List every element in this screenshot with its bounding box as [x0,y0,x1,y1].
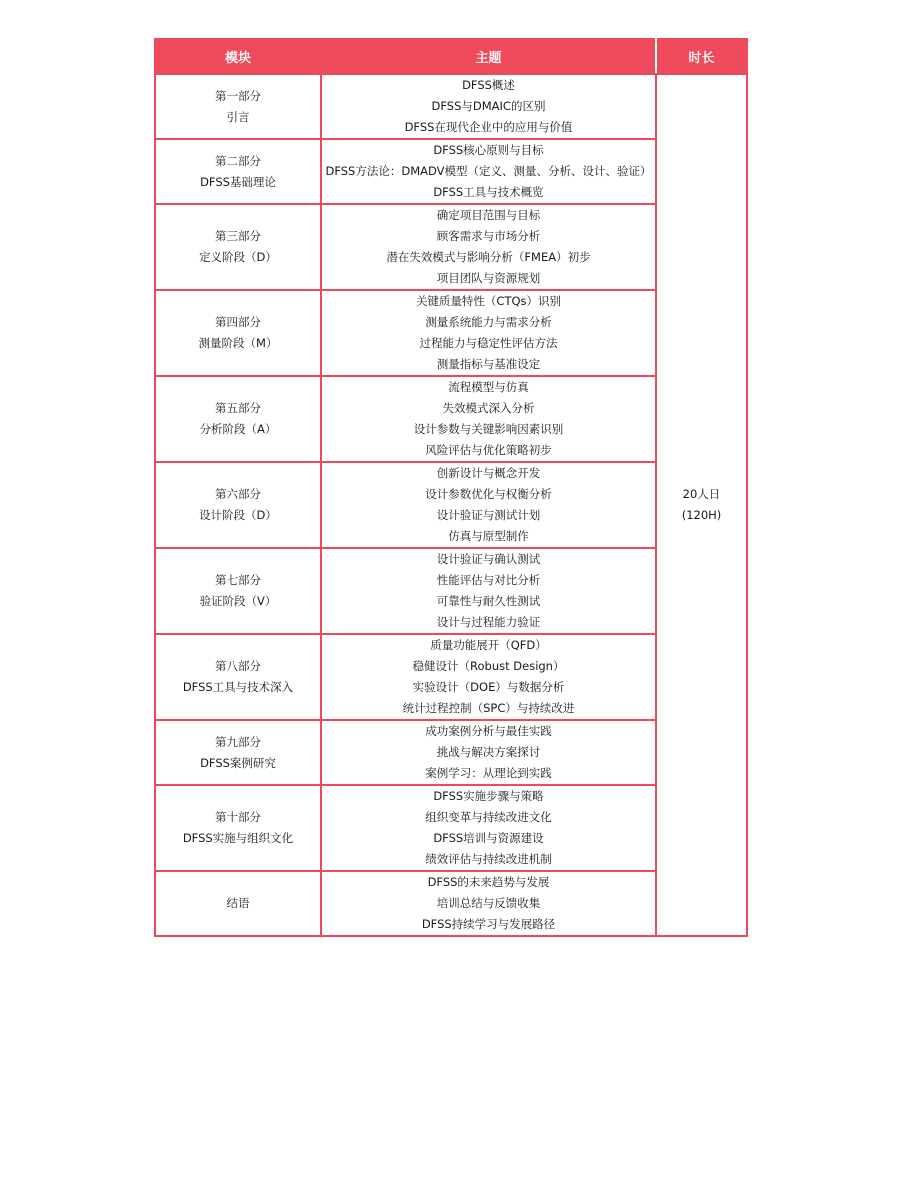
module-name: DFSS工具与技术深入 [182,680,294,694]
topic-item: 设计与过程能力验证 [436,615,541,629]
topic-item: DFSS概述 [462,78,515,92]
topic-item: 质量功能展开（QFD） [430,638,547,652]
module-cell [155,871,321,936]
topic-item: 挑战与解决方案探讨 [436,745,541,759]
module-name: 验证阶段（V） [199,594,277,608]
module-name: 设计阶段（D） [199,508,277,522]
topic-cell [321,548,656,634]
module-cell [155,290,321,376]
topic-item: DFSS持续学习与发展路径 [421,917,556,931]
topic-item: 顾客需求与市场分析 [436,229,541,243]
module-part: 第五部分 [215,401,261,415]
course-outline-table [154,38,748,937]
module-cell [155,139,321,204]
topic-item: DFSS的未来趋势与发展 [427,875,550,889]
topic-item: DFSS培训与资源建设 [433,831,544,845]
module-part: 第三部分 [215,229,261,243]
topic-item: 统计过程控制（SPC）与持续改进 [402,701,575,715]
module-name: DFSS基础理论 [200,174,276,189]
topic-item: 成功案例分析与最佳实践 [425,724,552,738]
header-duration: 时长 [656,39,747,74]
module-part: 第七部分 [215,573,261,587]
module-part: 第四部分 [215,315,261,329]
topic-item: 稳健设计（Robust Design） [412,659,565,673]
module-part: 第十部分 [215,810,261,824]
header-module: 模块 [155,39,321,74]
topic-item: 案例学习：从理论到实践 [425,766,552,780]
module-cell [155,376,321,462]
topic-item: 项目团队与资源规划 [436,271,541,285]
module-part: 第一部分 [215,88,261,103]
topic-item: 测量指标与基准设定 [436,357,541,371]
module-name: 定义阶段（D） [199,250,277,264]
module-name: 测量阶段（M） [198,336,278,350]
topic-cell [321,462,656,548]
module-cell [155,548,321,634]
topic-item: 确定项目范围与目标 [436,208,541,222]
module-cell [155,785,321,871]
topic-cell [321,871,656,936]
module-part: 第九部分 [215,734,261,749]
module-name: DFSS实施与组织文化 [182,831,294,845]
topic-item: 设计验证与确认测试 [436,552,541,566]
table-row [155,74,747,139]
topic-item: 绩效评估与持续改进机制 [425,852,552,866]
header-topic: 主题 [321,39,656,74]
topic-item: DFSS工具与技术概览 [433,185,544,199]
topic-item: 失效模式深入分析 [442,401,535,415]
topic-item: 过程能力与稳定性评估方法 [419,336,558,350]
topic-item: DFSS核心原则与目标 [433,143,544,157]
module-cell [155,74,321,139]
module-part: 第八部分 [215,659,261,673]
topic-item: DFSS与DMAIC的区别 [431,99,546,113]
module-part: 第六部分 [215,487,261,501]
topic-item: 设计验证与测试计划 [436,508,541,522]
topic-item: 流程模型与仿真 [448,380,529,394]
topic-item: DFSS在现代企业中的应用与价值 [404,120,573,134]
topic-item: 组织变革与持续改进文化 [425,810,552,824]
topic-item: 仿真与原型制作 [448,529,529,543]
topic-item: 性能评估与对比分析 [436,573,541,587]
topic-item: 测量系统能力与需求分析 [425,315,552,329]
topic-cell [321,74,656,139]
topic-cell [321,785,656,871]
topic-item: DFSS方法论：DMADV模型（定义、测量、分析、设计、验证） [325,164,652,178]
module-name: 结语 [226,896,250,910]
module-cell [155,720,321,785]
topic-item: 潜在失效模式与影响分析（FMEA）初步 [386,250,591,264]
module-name: 引言 [226,109,250,124]
topic-item: 可靠性与耐久性测试 [436,594,541,608]
module-name: DFSS案例研究 [200,755,276,770]
module-part: 第二部分 [215,153,261,168]
topic-cell [321,204,656,290]
topic-item: 设计参数与关键影响因素识别 [413,422,564,436]
module-name: 分析阶段（A） [199,422,277,436]
topic-cell [321,720,656,785]
module-cell [155,204,321,290]
duration-days: 20人日 [682,487,721,501]
header-row [155,39,747,74]
topic-item: 培训总结与反馈收集 [436,896,541,910]
topic-item: DFSS实施步骤与策略 [433,789,544,803]
topic-item: 设计参数优化与权衡分析 [425,487,552,501]
topic-cell [321,290,656,376]
topic-item: 创新设计与概念开发 [436,466,541,480]
topic-item: 实验设计（DOE）与数据分析 [412,680,565,694]
module-cell [155,462,321,548]
topic-cell [321,376,656,462]
duration-cell [656,74,747,936]
topic-item: 关键质量特性（CTQs）识别 [415,294,562,308]
duration-hours: (120H) [681,508,722,522]
topic-item: 风险评估与优化策略初步 [425,443,552,457]
topic-cell [321,634,656,720]
topic-cell [321,139,656,204]
module-cell [155,634,321,720]
